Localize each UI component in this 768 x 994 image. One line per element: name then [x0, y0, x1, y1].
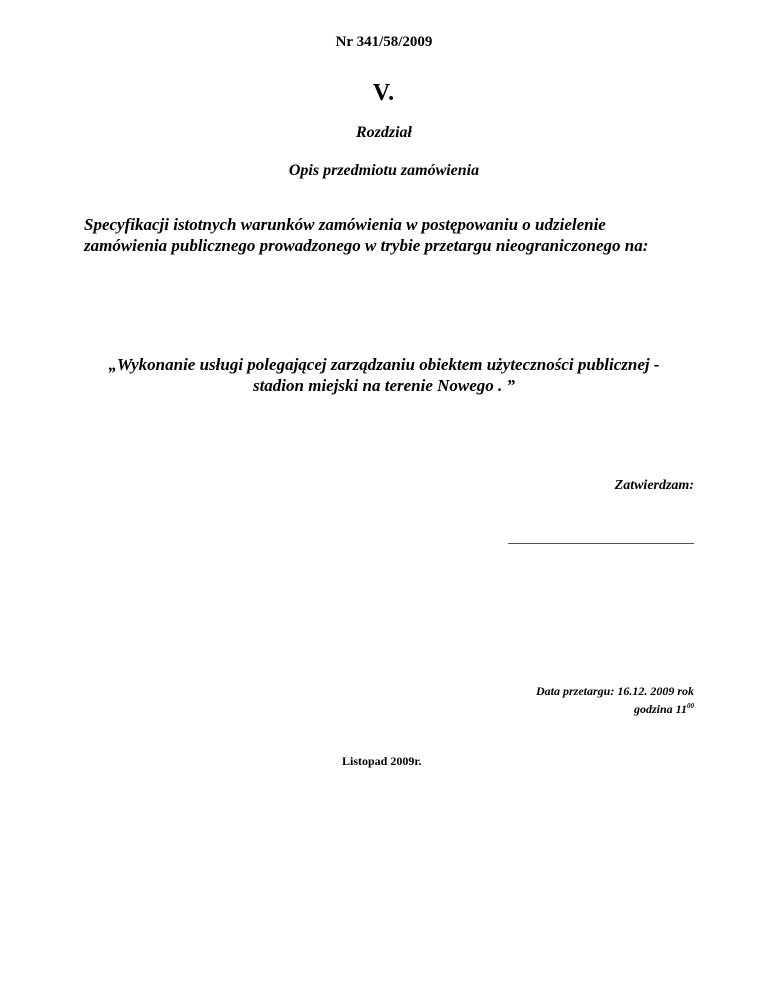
document-number: Nr 341/58/2009 — [335, 34, 433, 50]
contract-title-line: „Wykonanie usługi polegającej zarządzaniu obiektem użyteczności publicznej - — [108, 355, 660, 374]
approval-label: Zatwierdzam: — [614, 478, 694, 493]
signature-line — [508, 543, 694, 544]
specification-line: Specyfikacji istotnych warunków zamówienia w postępowaniu o udzielenie — [84, 215, 606, 234]
section-numeral: V. — [372, 80, 396, 106]
specification-line: zamówienia publicznego prowadzonego w trybie przetargu nieograniczonego na: — [84, 236, 649, 255]
contract-title — [0, 354, 768, 396]
tender-hour-minutes: 00 — [687, 702, 694, 710]
chapter-label: Rozdział — [355, 124, 412, 141]
tender-hour-text: godzina 11 — [633, 702, 687, 716]
specification-paragraph — [84, 214, 724, 256]
tender-date-block — [536, 684, 694, 717]
tender-hour — [536, 699, 694, 717]
tender-date: Data przetargu: 16.12. 2009 rok — [535, 684, 694, 698]
chapter-subject: Opis przedmiotu zamówienia — [288, 162, 480, 179]
footer-date: Listopad 2009r. — [342, 754, 422, 768]
contract-title-line: stadion miejski na terenie Nowego . ” — [252, 376, 516, 395]
